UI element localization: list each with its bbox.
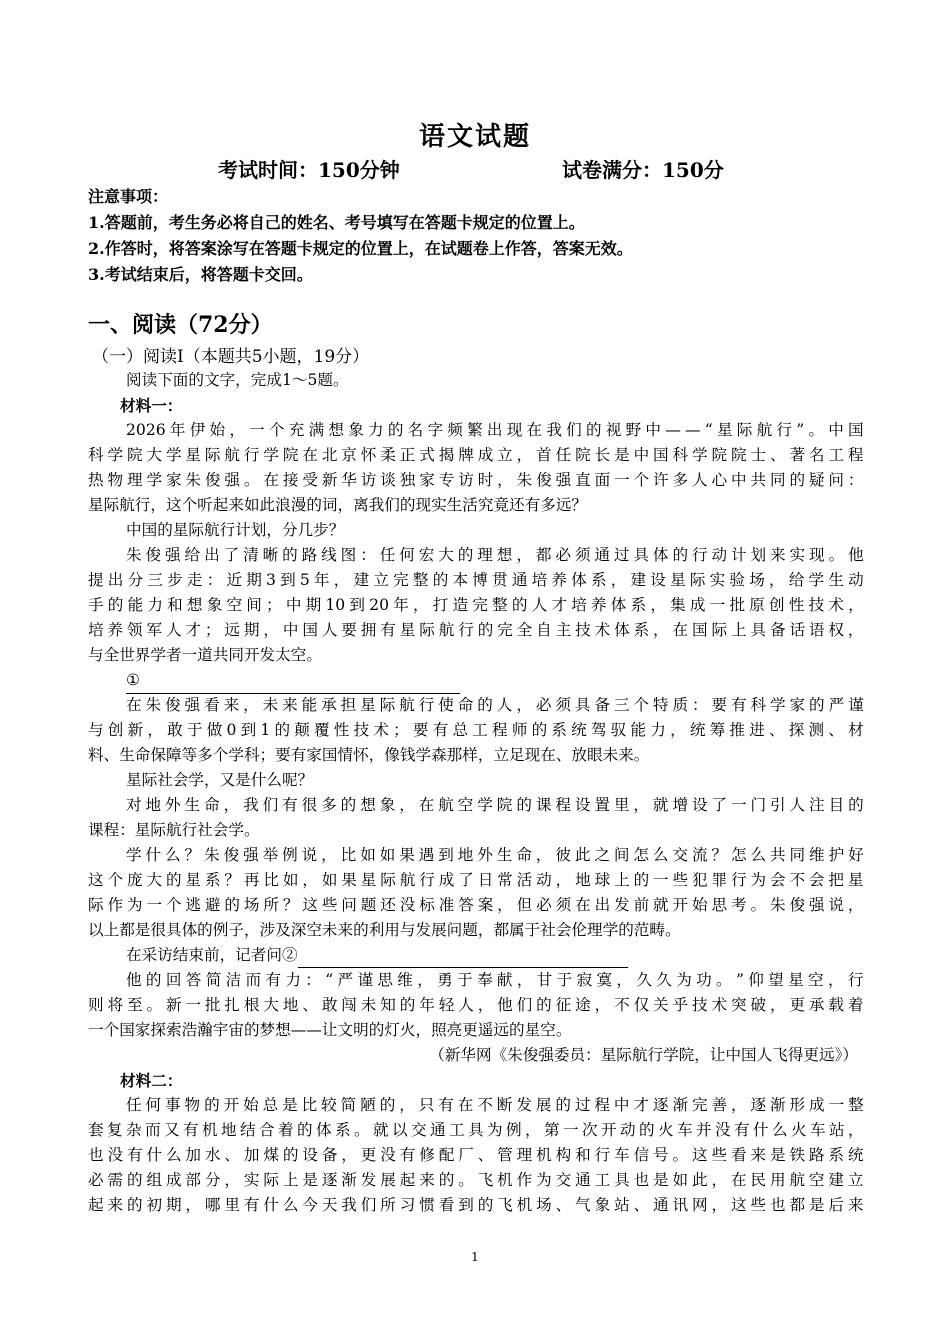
blank-1: ① (126, 668, 460, 694)
page-number: 1 (471, 1250, 479, 1264)
passage-line: 星际社会学，又是什么呢？ (126, 771, 314, 789)
source-citation: （新华网《朱俊强委员：星际航行学院，让中国人飞得更远》） (429, 1046, 858, 1064)
passage-line: 对 地 外 生 命 ， 我 们 有 很 多 的 想 象 ， 在 航 空 学 院 的 课 程 设 置 里 ， 就 增 设 了 一 门 引 人 注 目 的 (126, 796, 864, 814)
material-two-label: 材料二： (120, 1071, 183, 1090)
reading-passage (88, 368, 864, 1218)
exam-time: 考试时间：150分钟 (218, 158, 400, 182)
full-score: 试卷满分：150分 (562, 158, 724, 182)
material-one-label: 材料一： (120, 396, 183, 415)
note-item: 3.考试结束后，将答题卡交回。 (88, 265, 313, 284)
passage-line: 他 的 回 答 简 洁 而 有 力 ： “ 严 谨 思 维 ， 勇 于 奉 献 ， 甘 于 寂 寞 ， 久 久 为 功 。 ” 仰 望 星 空 ， 行 (126, 971, 864, 989)
exam-title: 语文试题 (418, 122, 531, 152)
passage-line: 这 个 庞 大 的 星 系 ？ 再 比 如 ， 如 果 星 际 航 行 成 了 日 常 活 动 ， 地 球 上 的 一 些 犯 罪 行 为 会 不 会 把 星 (88, 871, 864, 889)
passage-line: 学 什 么 ？ 朱 俊 强 举 例 说 ， 比 如 如 果 遇 到 地 外 生 命 ， 彼 此 之 间 怎 么 交 流 ？ 怎 么 共 同 维 护 好 (126, 846, 864, 864)
note-item: 1.答题前，考生务必将自己的姓名、考号填写在答题卡规定的位置上。 (88, 213, 585, 232)
passage-line: 朱 俊 强 给 出 了 清 晰 的 路 线 图 ： 任 何 宏 大 的 理 想 ， 都 必 须 通 过 具 体 的 行 动 计 划 来 实 现 。 他 (126, 546, 864, 564)
notes-heading: 注意事项： (88, 187, 169, 206)
passage-line: 必 需 的 组 成 部 分 ， 实 际 上 是 逐 渐 发 展 起 来 的 。 飞 机 作 为 交 通 工 具 也 是 如 此 ， 在 民 用 航 空 建 立 (88, 1171, 864, 1189)
notes-block (88, 184, 633, 288)
passage-line: 一个国家探索浩瀚宇宙的梦想——让文明的灯火，照亮更遥远的星空。 (88, 1021, 572, 1039)
passage-line: 热 物 理 学 家 朱 俊 强 。 在 接 受 新 华 访 谈 独 家 专 访 时 ， 朱 俊 强 直 面 一 个 许 多 人 心 中 共 同 的 疑 问 ： (88, 471, 864, 489)
passage-line: 际 作 为 一 个 逃 避 的 场 所 ？ 这 些 问 题 还 没 标 准 答 案 ， 但 必 须 在 出 发 前 就 开 始 思 考 。 朱 俊 强 说 ， (88, 896, 864, 914)
passage-line: 任 何 事 物 的 开 始 总 是 比 较 简 陋 的 ， 只 有 在 不 断 发 展 的 过 程 中 才 逐 渐 完 善 ， 逐 渐 形 成 一 整 (126, 1096, 864, 1114)
passage-line: 也 没 有 什 么 加 水 、 加 煤 的 设 备 ， 更 没 有 修 配 厂 、 管 理 机 构 和 行 车 信 号 。 这 些 看 来 是 铁 路 系 统 (88, 1146, 864, 1164)
passage-line: 与全世界学者一道共同开发太空。 (88, 646, 322, 664)
blank-line-1 (88, 668, 864, 693)
question-lead: 在采访结束前，记者问② (126, 946, 298, 964)
passage-line: 在 朱 俊 强 看 来 ， 未 来 能 承 担 星 际 航 行 使 命 的 人 ， 必 须 具 备 三 个 特 质 ： 要 有 科 学 家 的 严 谨 (126, 696, 864, 714)
passage-line: 套 复 杂 而 又 有 机 地 结 合 着 的 体 系 。 就 以 交 通 工 具 为 例 ， 第 一 次 开 动 的 火 车 并 没 有 什 么 火 车 站 ， (88, 1121, 864, 1139)
note-item: 2.作答时，将答案涂写在答题卡规定的位置上，在试题卷上作答，答案无效。 (88, 239, 633, 258)
passage-line: 以上都是很具体的例子，涉及深空未来的利用与发展问题，都属于社会伦理学的范畴。 (88, 921, 681, 939)
passage-line: 星际航行，这个听起来如此浪漫的词，离我们的现实生活究竟还有多远？ (88, 496, 588, 514)
passage-line: 2026 年 伊 始 ， 一 个 充 满 想 象 力 的 名 字 频 繁 出 现 在 我 们 的 视 野 中 — — “ 星 际 航 行 ” 。 中 国 (126, 421, 864, 439)
blank-line-2 (88, 943, 864, 968)
subsection-heading: （一）阅读Ⅰ（本题共5小题，19分） (92, 347, 370, 367)
passage-line: 起 来 的 初 期 ， 哪 里 有 什 么 今 天 我 们 所 习 惯 看 到 的 飞 机 场 、 气 象 站 、 通 讯 网 ， 这 些 也 都 是 后 来 (88, 1196, 864, 1214)
passage-line: 科 学 院 大 学 星 际 航 行 学 院 在 北 京 怀 柔 正 式 揭 牌 成 立 ， 首 任 院 长 是 中 国 科 学 院 院 士 、 著 名 工 程 (88, 446, 864, 464)
passage-line: 则 将 至 。 新 一 批 扎 根 大 地 、 敢 闯 未 知 的 年 轻 人 ， 他 们 的 征 途 ， 不 仅 关 乎 技 术 突 破 ， 更 承 载 着 (88, 996, 864, 1014)
passage-line: 中国的星际航行计划，分几步？ (126, 521, 345, 539)
passage-line: 手 的 能 力 和 想 象 空 间 ； 中 期 10 到 20 年 ， 打 造 完 整 的 人 才 培 养 体 系 ， 集 成 一 批 原 创 性 技 术 ， (88, 596, 864, 614)
section-heading: 一、阅读（72分） (88, 312, 273, 338)
instruction: 阅读下面的文字，完成1～5题。 (126, 371, 349, 389)
passage-line: 提 出 分 三 步 走 ： 近 期 3 到 5 年 ， 建 立 完 整 的 本 博 贯 通 培 养 体 系 ， 建 设 星 际 实 验 场 ， 给 学 生 动 (88, 571, 864, 589)
passage-line: 与 创 新 ， 敢 于 做 0 到 1 的 颠 覆 性 技 术 ； 要 有 总 工 程 师 的 系 统 驾 驭 能 力 ， 统 筹 推 进 、 探 测 、 材 (88, 721, 864, 739)
passage-line: 培 养 领 军 人 才 ； 远 期 ， 中 国 人 要 拥 有 星 际 航 行 的 完 全 自 主 技 术 体 系 ， 在 国 际 上 具 备 话 语 权 ， (88, 621, 864, 639)
passage-line: 课程：星际航行社会学。 (88, 821, 260, 839)
passage-line: 料、生命保障等多个学科；要有家国情怀，像钱学森那样，立足现在、放眼未来。 (88, 746, 650, 764)
